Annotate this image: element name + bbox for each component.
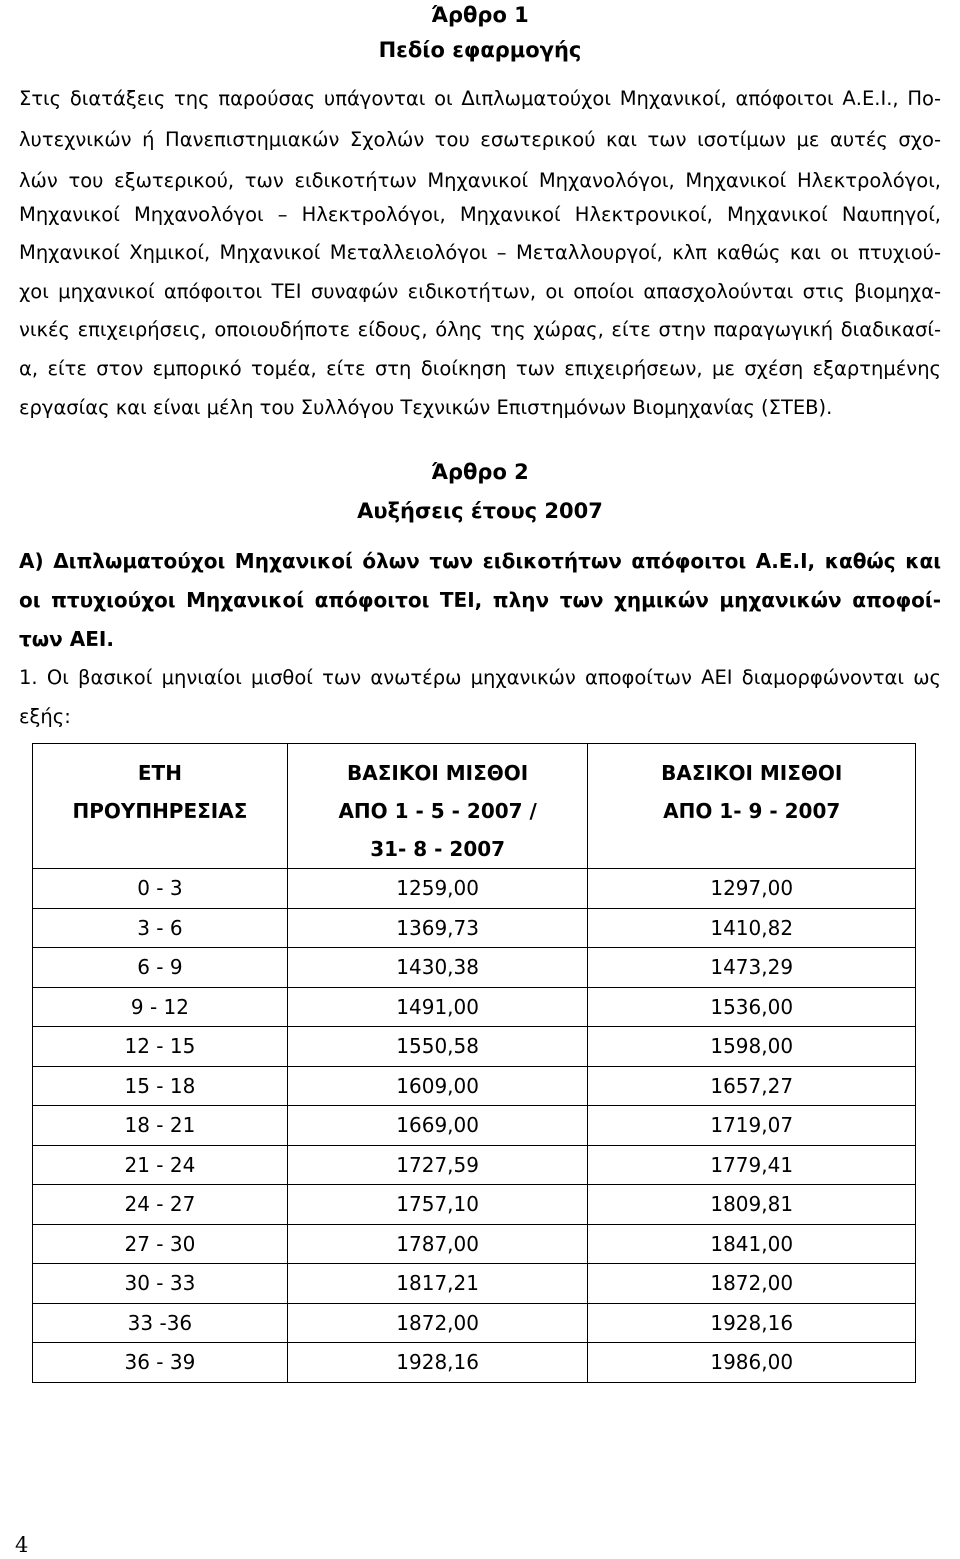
header-line: ΠΡΟΥΠΗΡΕΣΙΑΣ — [72, 799, 248, 823]
table-row — [33, 908, 916, 948]
page-number: 4 — [15, 1533, 29, 1557]
years-cell: 36 - 39 — [33, 1343, 288, 1383]
salary-cell: 1598,00 — [588, 1027, 916, 1067]
salary-cell: 1550,58 — [287, 1027, 588, 1067]
table-row — [33, 1027, 916, 1067]
salary-cell: 1719,07 — [588, 1106, 916, 1146]
table-row — [33, 869, 916, 909]
salary-cell: 1928,16 — [287, 1343, 588, 1383]
salary-cell: 1430,38 — [287, 948, 588, 988]
table-row — [33, 1185, 916, 1225]
salary-cell: 1841,00 — [588, 1224, 916, 1264]
section-a-line: Α) Διπλωματούχοι Μηχανικοί όλων των ειδικοτήτων απόφοιτοι Α.Ε.Ι, καθώς και — [19, 549, 941, 573]
salary-cell: 1259,00 — [287, 869, 588, 909]
article-2-title: Αυξήσεις έτους 2007 — [357, 499, 603, 523]
salary-table — [32, 743, 916, 1383]
header-salary-period-1 — [287, 744, 588, 869]
salary-cell: 1491,00 — [287, 987, 588, 1027]
salary-cell: 1986,00 — [588, 1343, 916, 1383]
article-1-line: Μηχανικοί Μηχανολόγοι – Ηλεκτρολόγοι, Μηχανικοί Ηλεκτρονικοί, Μηχανικοί Ναυπηγοί, — [19, 203, 941, 226]
table-row — [33, 1224, 916, 1264]
years-cell: 33 -36 — [33, 1303, 288, 1343]
salary-cell: 1872,00 — [588, 1264, 916, 1304]
years-cell: 9 - 12 — [33, 987, 288, 1027]
years-cell: 27 - 30 — [33, 1224, 288, 1264]
table-row — [33, 987, 916, 1027]
article-1-number: Άρθρο 1 — [431, 3, 529, 27]
salary-cell: 1369,73 — [287, 908, 588, 948]
years-cell: 6 - 9 — [33, 948, 288, 988]
section-a-line: οι πτυχιούχοι Μηχανικοί απόφοιτοι ΤΕΙ, πλην των χημικών μηχανικών αποφοί- — [19, 588, 941, 612]
salary-cell: 1787,00 — [287, 1224, 588, 1264]
years-cell: 3 - 6 — [33, 908, 288, 948]
salary-cell: 1928,16 — [588, 1303, 916, 1343]
header-line: ΑΠΟ 1 - 5 - 2007 / — [338, 799, 537, 823]
article-1-line: εργασίας και είναι μέλη του Συλλόγου Τεχνικών Επιστημόνων Βιομηχανίας (ΣΤΕΒ). — [19, 396, 833, 419]
article-1-line: α, είτε στον εμπορικό τομέα, είτε στη διοίκηση των επιχειρήσεων, με σχέση εξαρτημένης — [19, 357, 941, 380]
salary-cell: 1727,59 — [287, 1145, 588, 1185]
header-line: ΕΤΗ — [137, 761, 182, 785]
salary-cell: 1669,00 — [287, 1106, 588, 1146]
salary-cell: 1757,10 — [287, 1185, 588, 1225]
salary-cell: 1809,81 — [588, 1185, 916, 1225]
years-cell: 30 - 33 — [33, 1264, 288, 1304]
table-row — [33, 1145, 916, 1185]
article-1-line: Μηχανικοί Χημικοί, Μηχανικοί Μεταλλειολόγοι – Μεταλλουργοί, κλπ καθώς και οι πτυχιού- — [19, 241, 941, 264]
header-line: ΑΠΟ 1- 9 - 2007 — [663, 799, 841, 823]
article-1-line: νικές επιχειρήσεις, οποιουδήποτε είδους, όλης της χώρας, είτε στην παραγωγική διαδικασί- — [19, 318, 941, 341]
salary-cell: 1609,00 — [287, 1066, 588, 1106]
salary-cell: 1410,82 — [588, 908, 916, 948]
table-row — [33, 948, 916, 988]
salary-cell: 1536,00 — [588, 987, 916, 1027]
salary-cell: 1297,00 — [588, 869, 916, 909]
years-cell: 18 - 21 — [33, 1106, 288, 1146]
salary-cell: 1779,41 — [588, 1145, 916, 1185]
salary-cell: 1657,27 — [588, 1066, 916, 1106]
salary-cell: 1872,00 — [287, 1303, 588, 1343]
article-1-line: λών του εξωτερικού, των ειδικοτήτων Μηχανικοί Μηχανολόγοι, Μηχανικοί Ηλεκτρολόγοι, — [19, 169, 941, 192]
header-line: ΒΑΣΙΚΟΙ ΜΙΣΘΟΙ — [347, 761, 529, 785]
table-row — [33, 1264, 916, 1304]
salary-intro-line: εξής: — [19, 705, 71, 728]
article-1-line: χοι μηχανικοί απόφοιτοι ΤΕΙ συναφών ειδικοτήτων, οι οποίοι απασχολούνται στις βιομηχα- — [19, 280, 941, 303]
table-row — [33, 1106, 916, 1146]
header-line: 31- 8 - 2007 — [370, 837, 506, 861]
years-cell: 15 - 18 — [33, 1066, 288, 1106]
article-1-line: Στις διατάξεις της παρούσας υπάγονται οι Διπλωματούχοι Μηχανικοί, απόφοιτοι Α.Ε.Ι., Πο- — [19, 87, 941, 110]
header-salary-period-2 — [588, 744, 916, 869]
table-row — [33, 1343, 916, 1383]
years-cell: 21 - 24 — [33, 1145, 288, 1185]
article-1-title: Πεδίο εφαρμογής — [378, 38, 582, 62]
years-cell: 24 - 27 — [33, 1185, 288, 1225]
years-cell: 12 - 15 — [33, 1027, 288, 1067]
header-years-of-service — [33, 744, 288, 869]
salary-intro-line: 1. Οι βασικοί μηνιαίοι μισθοί των ανωτέρω μηχανικών αποφοίτων ΑΕΙ διαμορφώνονται ως — [19, 666, 941, 689]
salary-cell: 1817,21 — [287, 1264, 588, 1304]
article-2-number: Άρθρο 2 — [431, 460, 529, 484]
table-row — [33, 1303, 916, 1343]
table-header-row — [33, 744, 916, 869]
salary-cell: 1473,29 — [588, 948, 916, 988]
header-line: ΒΑΣΙΚΟΙ ΜΙΣΘΟΙ — [661, 761, 843, 785]
years-cell: 0 - 3 — [33, 869, 288, 909]
section-a-line: των ΑΕΙ. — [19, 627, 114, 651]
table-row — [33, 1066, 916, 1106]
article-1-line: λυτεχνικών ή Πανεπιστημιακών Σχολών του εσωτερικού και των ισοτίμων με αυτές σχο- — [19, 128, 941, 151]
